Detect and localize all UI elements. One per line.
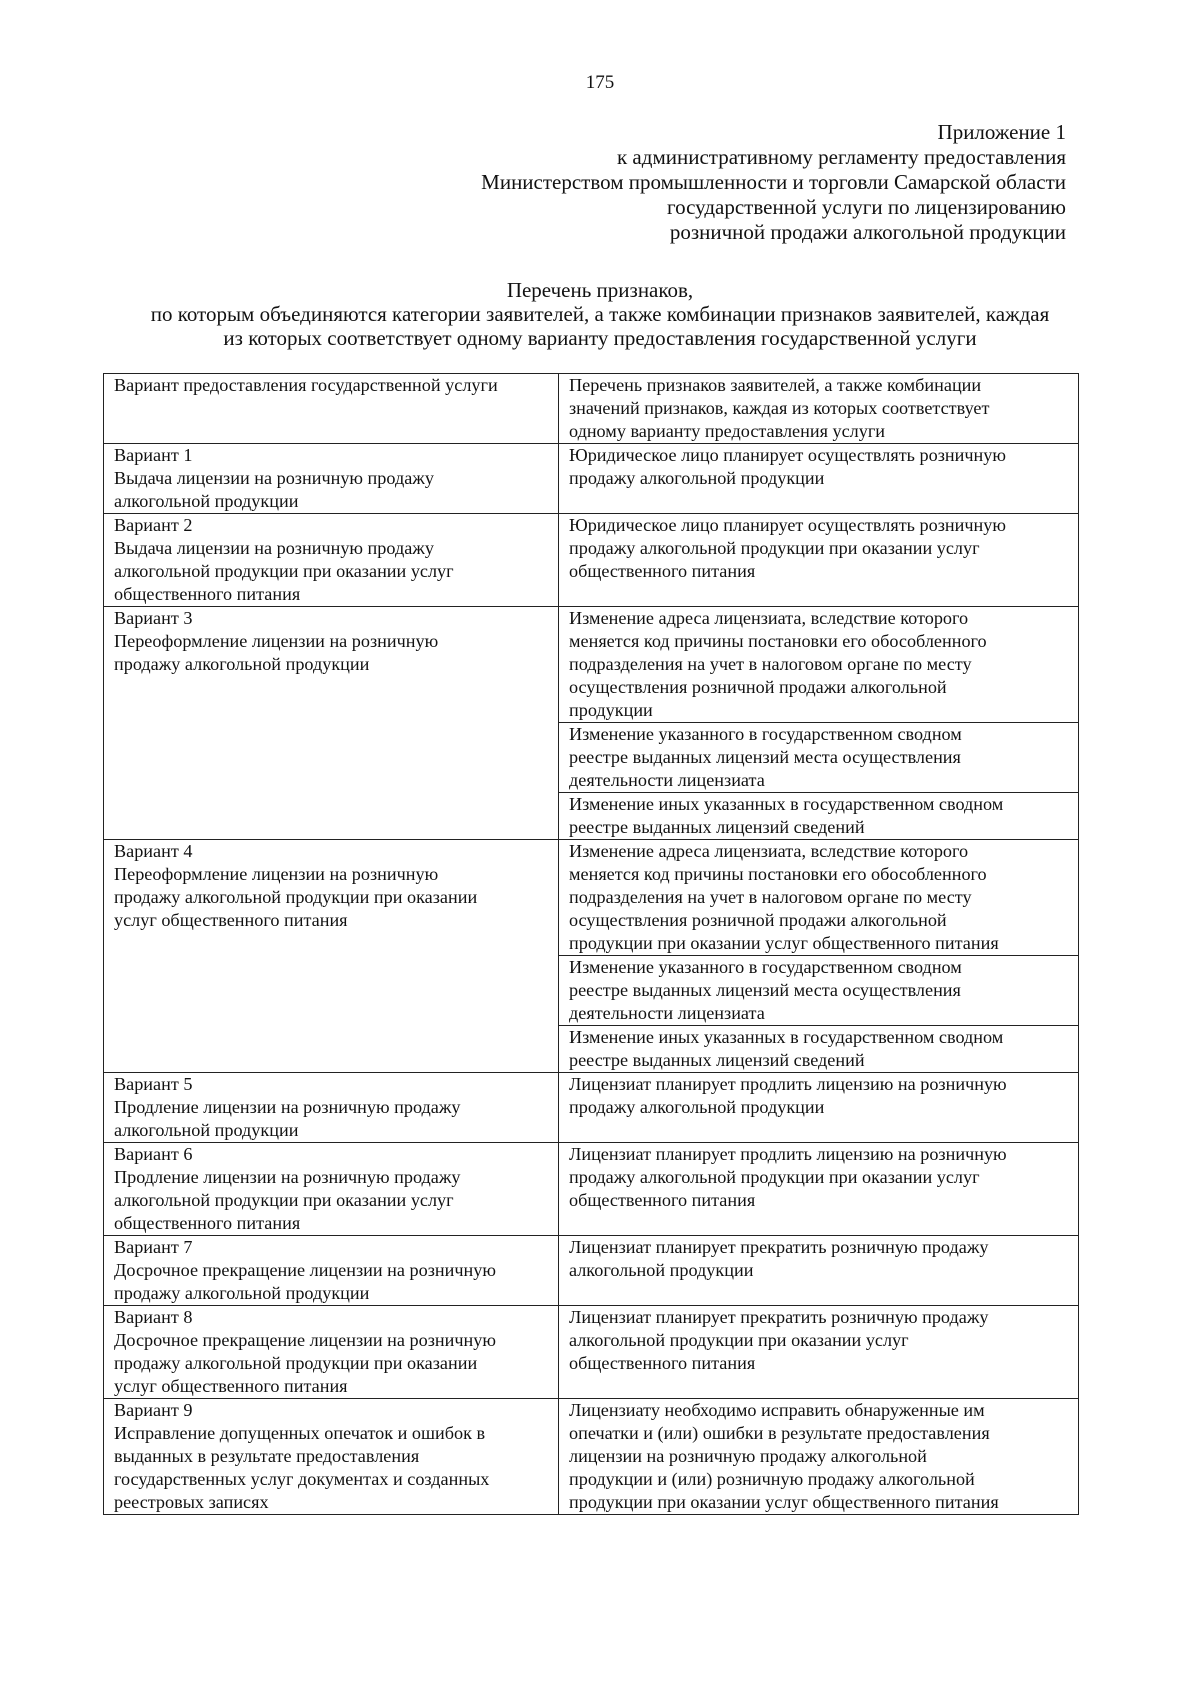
cell-text-line: Юридическое лицо планирует осуществлять розничную (569, 515, 1006, 535)
cell-text-line: алкогольной продукции при оказании услуг (114, 561, 454, 581)
signs-cell (559, 607, 1079, 723)
cell-text-line: общественного питания (569, 1190, 756, 1210)
variant-cell (104, 1306, 559, 1399)
cell-text-line: деятельности лицензиата (569, 1003, 765, 1023)
cell-text-line: Продление лицензии на розничную продажу (114, 1097, 461, 1117)
cell-text-line: Вариант 4 (114, 841, 193, 861)
table-row (104, 1236, 1079, 1306)
variant-cell (104, 1399, 559, 1515)
cell-text-line: продажу алкогольной продукции (569, 468, 825, 488)
cell-text-line: осуществления розничной продажи алкогольной (569, 677, 947, 697)
cell-text-line: Вариант 8 (114, 1307, 193, 1327)
cell-text-line: одному варианту предоставления услуги (569, 421, 886, 441)
cell-text-line: лицензии на розничную продажу алкогольной (569, 1446, 927, 1466)
cell-text-line: Вариант 3 (114, 608, 193, 628)
cell-text-line: Вариант 2 (114, 515, 193, 535)
cell-text-line: опечатки и (или) ошибки в результате предоставления (569, 1423, 990, 1443)
signs-cell (559, 1236, 1079, 1306)
cell-text-line: Лицензиат планирует прекратить розничную продажу (569, 1307, 989, 1327)
cell-text-line: Лицензиату необходимо исправить обнаруженные им (569, 1400, 985, 1420)
cell-text-line: государственных услуг документах и созданных (114, 1469, 490, 1489)
table-row (104, 514, 1079, 607)
cell-text-line: подразделения на учет в налоговом органе по месту (569, 887, 972, 907)
signs-cell (559, 723, 1079, 793)
cell-text-line: Лицензиат планирует прекратить розничную продажу (569, 1237, 989, 1257)
header-variant-cell (104, 374, 559, 444)
cell-text-line: продажу алкогольной продукции при оказании услуг (569, 1167, 980, 1187)
table-header-row (104, 374, 1079, 444)
cell-text-line: продажу алкогольной продукции при оказании услуг (569, 538, 980, 558)
cell-text-line: Переоформление лицензии на розничную (114, 864, 439, 884)
page-number: 175 (585, 72, 615, 93)
cell-text-line: продукции при оказании услуг общественного питания (569, 1492, 999, 1512)
table-row (104, 1073, 1079, 1143)
cell-text-line: Перечень признаков заявителей, а также комбинации (569, 375, 982, 395)
cell-text-line: алкогольной продукции (569, 1260, 754, 1280)
cell-text-line: Вариант 9 (114, 1400, 193, 1420)
variant-cell (104, 607, 559, 840)
cell-text-line: алкогольной продукции при оказании услуг (569, 1330, 909, 1350)
cell-text-line: выданных в результате предоставления (114, 1446, 420, 1466)
title-line: по которым объединяются категории заявителей, а также комбинации признаков заявителей, каждая (150, 302, 1050, 326)
cell-text-line: Изменение адреса лицензиата, вследствие которого (569, 841, 969, 861)
variant-cell (104, 444, 559, 514)
variant-cell (104, 840, 559, 1073)
cell-text-line: алкогольной продукции при оказании услуг (114, 1190, 454, 1210)
document-title (96, 278, 1104, 350)
table-row (104, 1306, 1079, 1399)
variants-table (103, 373, 1079, 1515)
cell-text-line: общественного питания (569, 561, 756, 581)
variant-cell (104, 1236, 559, 1306)
title-line: Перечень признаков, (506, 278, 694, 302)
cell-text-line: общественного питания (569, 1353, 756, 1373)
table-row (104, 444, 1079, 514)
cell-text-line: общественного питания (114, 584, 301, 604)
cell-text-line: продукции и (или) розничную продажу алкогольной (569, 1469, 975, 1489)
cell-text-line: Досрочное прекращение лицензии на розничную (114, 1260, 496, 1280)
signs-cell (559, 840, 1079, 956)
cell-text-line: продукции (569, 700, 653, 720)
cell-text-line: алкогольной продукции (114, 1120, 299, 1140)
cell-text-line: меняется код причины постановки его обособленного (569, 864, 987, 884)
signs-cell (559, 1306, 1079, 1399)
cell-text-line: Вариант предоставления государственной услуги (114, 375, 498, 395)
appendix-line: государственной услуги по лицензированию (667, 195, 1066, 219)
signs-cell (559, 514, 1079, 607)
signs-cell (559, 1399, 1079, 1515)
cell-text-line: Лицензиат планирует продлить лицензию на розничную (569, 1144, 1007, 1164)
cell-text-line: Вариант 5 (114, 1074, 193, 1094)
appendix-line: розничной продажи алкогольной продукции (669, 220, 1066, 244)
cell-text-line: меняется код причины постановки его обособленного (569, 631, 987, 651)
appendix-line: Министерством промышленности и торговли Самарской области (481, 170, 1066, 194)
cell-text-line: реестре выданных лицензий места осуществления (569, 747, 961, 767)
table-row (104, 840, 1079, 956)
cell-text-line: продажу алкогольной продукции при оказании (114, 887, 478, 907)
cell-text-line: Исправление допущенных опечаток и ошибок в (114, 1423, 486, 1443)
appendix-header (481, 120, 1066, 245)
table-row (104, 607, 1079, 723)
cell-text-line: Выдача лицензии на розничную продажу (114, 468, 434, 488)
cell-text-line: Продление лицензии на розничную продажу (114, 1167, 461, 1187)
cell-text-line: реестре выданных лицензий сведений (569, 817, 865, 837)
title-line: из которых соответствует одному варианту предоставления государственной услуги (223, 326, 977, 350)
cell-text-line: услуг общественного питания (114, 1376, 348, 1396)
cell-text-line: Изменение указанного в государственном сводном (569, 724, 962, 744)
signs-cell (559, 1073, 1079, 1143)
cell-text-line: осуществления розничной продажи алкогольной (569, 910, 947, 930)
cell-text-line: продажу алкогольной продукции (114, 654, 370, 674)
cell-text-line: Досрочное прекращение лицензии на розничную (114, 1330, 496, 1350)
table-row (104, 1143, 1079, 1236)
signs-cell (559, 1143, 1079, 1236)
header-signs-cell (559, 374, 1079, 444)
cell-text-line: Вариант 7 (114, 1237, 193, 1257)
cell-text-line: Изменение иных указанных в государственном сводном (569, 794, 1004, 814)
cell-text-line: деятельности лицензиата (569, 770, 765, 790)
cell-text-line: подразделения на учет в налоговом органе по месту (569, 654, 972, 674)
cell-text-line: Лицензиат планирует продлить лицензию на розничную (569, 1074, 1007, 1094)
signs-cell (559, 1026, 1079, 1073)
cell-text-line: Изменение иных указанных в государственном сводном (569, 1027, 1004, 1047)
cell-text-line: услуг общественного питания (114, 910, 348, 930)
signs-cell (559, 793, 1079, 840)
variant-cell (104, 514, 559, 607)
cell-text-line: Выдача лицензии на розничную продажу (114, 538, 434, 558)
cell-text-line: Изменение указанного в государственном сводном (569, 957, 962, 977)
cell-text-line: продажу алкогольной продукции (114, 1283, 370, 1303)
cell-text-line: Вариант 6 (114, 1144, 193, 1164)
variant-cell (104, 1143, 559, 1236)
cell-text-line: продукции при оказании услуг общественного питания (569, 933, 999, 953)
cell-text-line: Изменение адреса лицензиата, вследствие которого (569, 608, 969, 628)
cell-text-line: Вариант 1 (114, 445, 193, 465)
appendix-line: к административному регламенту предоставления (616, 145, 1066, 169)
cell-text-line: продажу алкогольной продукции (569, 1097, 825, 1117)
cell-text-line: алкогольной продукции (114, 491, 299, 511)
cell-text-line: общественного питания (114, 1213, 301, 1233)
cell-text-line: реестре выданных лицензий сведений (569, 1050, 865, 1070)
signs-cell (559, 444, 1079, 514)
cell-text-line: значений признаков, каждая из которых соответствует (569, 398, 990, 418)
cell-text-line: реестровых записях (114, 1492, 269, 1512)
variant-cell (104, 1073, 559, 1143)
signs-cell (559, 956, 1079, 1026)
table-row (104, 1399, 1079, 1515)
appendix-line: Приложение 1 (937, 120, 1066, 144)
cell-text-line: продажу алкогольной продукции при оказании (114, 1353, 478, 1373)
cell-text-line: Переоформление лицензии на розничную (114, 631, 439, 651)
cell-text-line: реестре выданных лицензий места осуществления (569, 980, 961, 1000)
cell-text-line: Юридическое лицо планирует осуществлять розничную (569, 445, 1006, 465)
